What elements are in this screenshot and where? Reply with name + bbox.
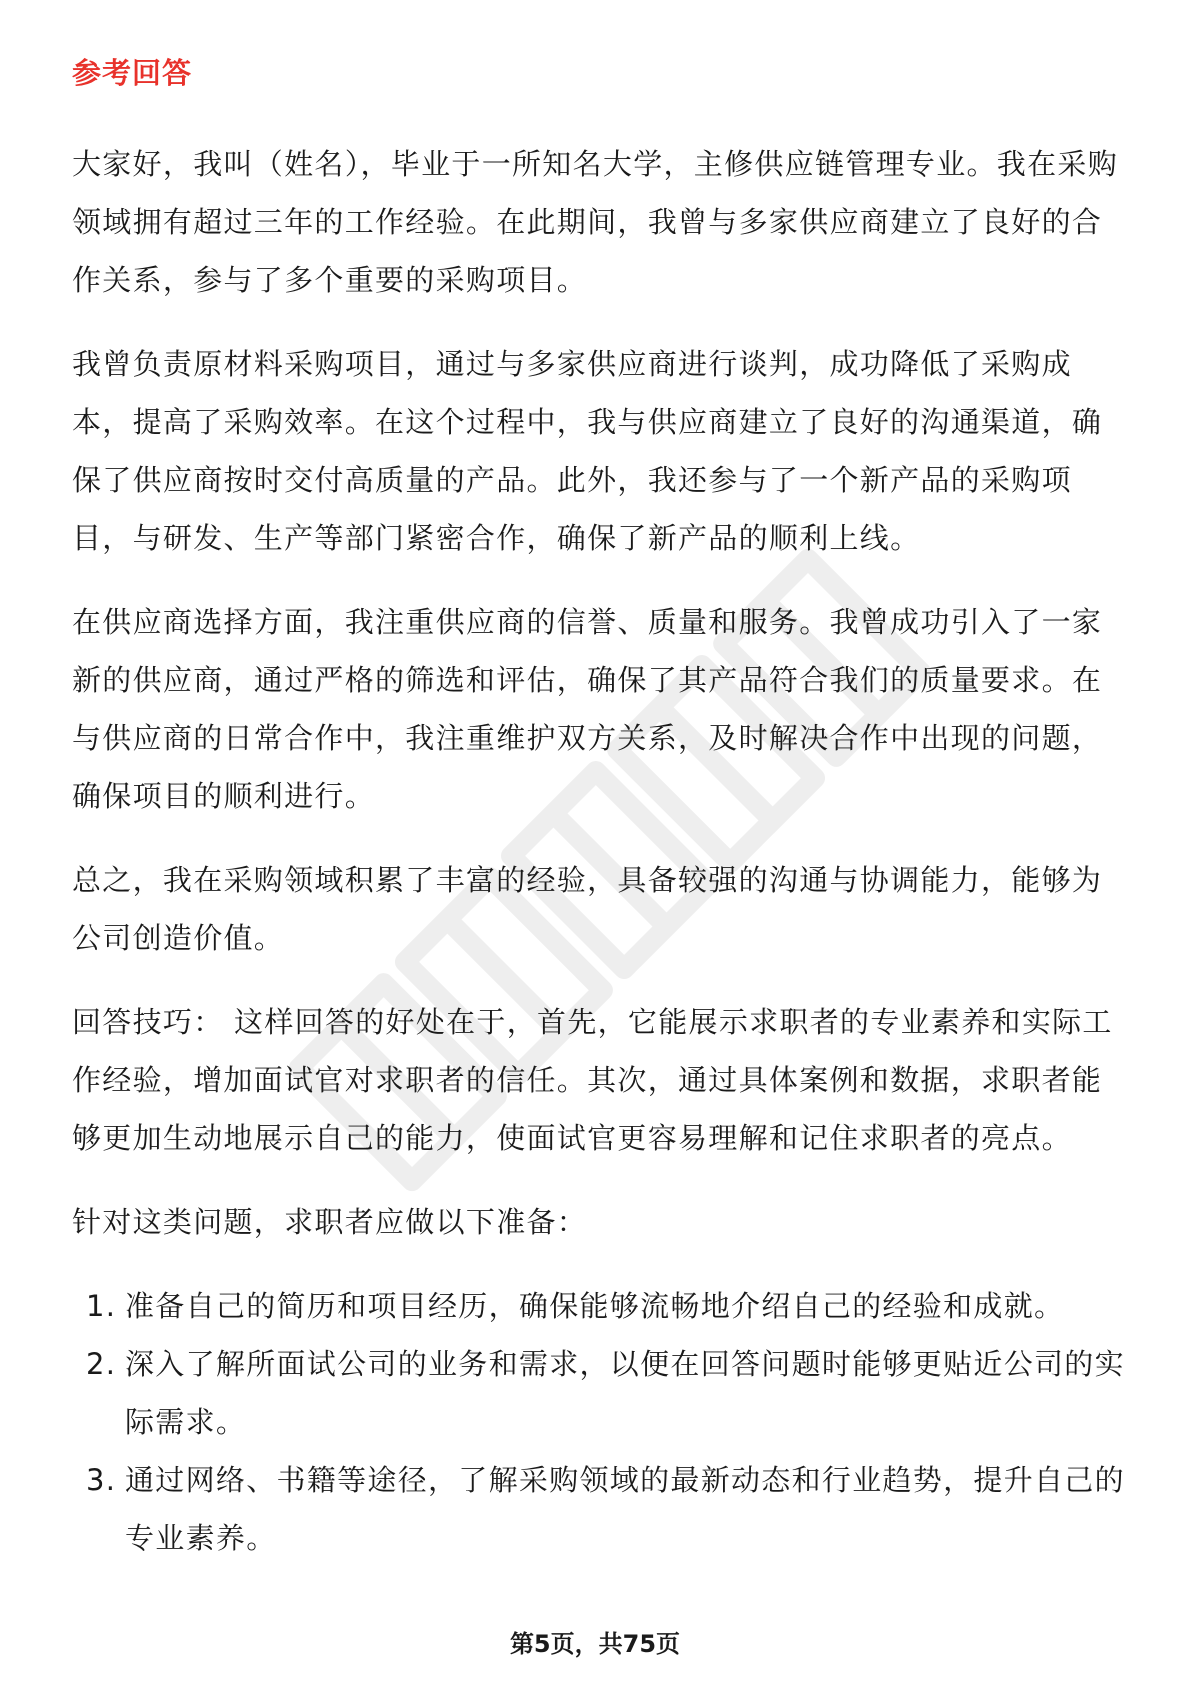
list-item-number: 3. bbox=[86, 1462, 117, 1497]
preparation-list bbox=[72, 1277, 1127, 1567]
paragraph-preparation-intro: 针对这类问题，求职者应做以下准备： bbox=[72, 1204, 588, 1239]
page-number-footer: 第5页，共75页 bbox=[509, 1630, 681, 1658]
list-item bbox=[72, 1277, 1127, 1335]
list-item bbox=[72, 1451, 1127, 1567]
paragraph-intro: 大家好，我叫（姓名），毕业于一所知名大学，主修供应链管理专业。我在采购领域拥有超过三年的工作经验。在此期间，我曾与多家供应商建立了良好的合作关系，参与了多个重要的采购项目。 bbox=[72, 146, 1119, 297]
list-item-number: 1. bbox=[86, 1288, 117, 1323]
list-item-text: 深入了解所面试公司的业务和需求，以便在回答问题时能够更贴近公司的实际需求。 bbox=[125, 1346, 1125, 1439]
document-body bbox=[72, 40, 1127, 1567]
list-item-text: 通过网络、书籍等途径，了解采购领域的最新动态和行业趋势，提升自己的专业素养。 bbox=[125, 1462, 1125, 1555]
paragraph-answer-tips: 回答技巧： 这样回答的好处在于，首先，它能展示求职者的专业素养和实际工作经验，增加面试官对求职者的信任。其次，通过具体案例和数据，求职者能够更加生动地展示自己的能力，使面试官更容易理解和记住求职者的亮点。 bbox=[72, 1004, 1113, 1155]
paragraph-supplier-selection: 在供应商选择方面，我注重供应商的信誉、质量和服务。我曾成功引入了一家新的供应商，通过严格的筛选和评估，确保了其产品符合我们的质量要求。在与供应商的日常合作中，我注重维护双方关系，及时解决合作中出现的问题，确保项目的顺利进行。 bbox=[72, 604, 1103, 813]
list-item-number: 2. bbox=[86, 1346, 117, 1381]
list-item bbox=[72, 1335, 1127, 1451]
section-heading: 参考回答 bbox=[72, 56, 193, 90]
paragraph-project-experience: 我曾负责原材料采购项目，通过与多家供应商进行谈判，成功降低了采购成本，提高了采购效率。在这个过程中，我与供应商建立了良好的沟通渠道，确保了供应商按时交付高质量的产品。此外，我还参与了一个新产品的采购项目，与研发、生产等部门紧密合作，确保了新产品的顺利上线。 bbox=[72, 346, 1103, 555]
paragraph-summary: 总之，我在采购领域积累了丰富的经验，具备较强的沟通与协调能力，能够为公司创造价值。 bbox=[72, 862, 1103, 955]
list-item-text: 准备自己的简历和项目经历，确保能够流畅地介绍自己的经验和成就。 bbox=[125, 1288, 1065, 1323]
